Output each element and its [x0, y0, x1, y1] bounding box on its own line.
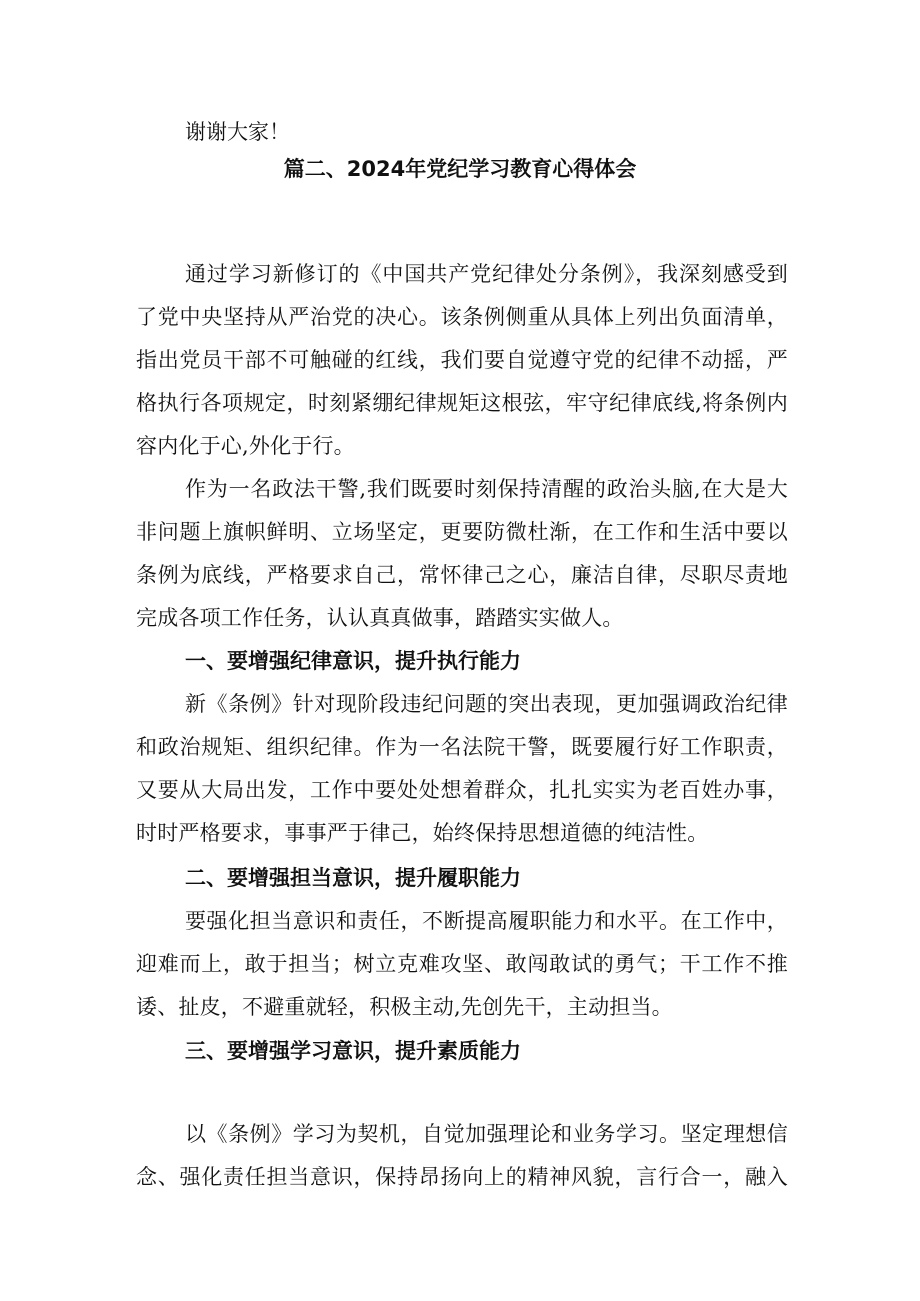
paragraph-5-line-1: 以《条例》学习为契机，自觉加强理论和业务学习。坚定理想信 [185, 1122, 788, 1146]
paragraph-4-line-2: 迎难而上，敢于担当；树立克难攻坚、敢闯敢试的勇气；干工作不推 [136, 952, 788, 976]
paragraph-2-line-1: 作为一名政法干警,我们既要时刻保持清醒的政治头脑,在大是大 [185, 477, 788, 501]
paragraph-3-line-4: 时时严格要求，事事严于律己，始终保持思想道德的纯洁性。 [136, 821, 709, 845]
paragraph-3-line-2: 和政治规矩、组织纪律。作为一名法院干警，既要履行好工作职责， [136, 735, 788, 759]
paragraph-4-line-1: 要强化担当意识和责任，不断提高履职能力和水平。在工作中， [185, 909, 788, 933]
paragraph-2-line-4: 完成各项工作任务，认认真真做事，踏踏实实做人。 [136, 606, 624, 630]
paragraph-1-line-2: 了党中央坚持从严治党的决心。该条例侧重从具体上列出负面清单， [136, 305, 788, 329]
paragraph-1-line-5: 容内化于心,外化于行。 [136, 434, 355, 458]
paragraph-1-line-1: 通过学习新修订的《中国共产党纪律处分条例》，我深刻感受到 [185, 262, 788, 286]
paragraph-2-line-2: 非问题上旗帜鲜明、立场坚定，更要防微杜渐，在工作和生活中要以 [136, 520, 788, 544]
closing-line: 谢谢大家！ [185, 120, 290, 144]
document-title: 篇二、2024年党纪学习教育心得体会 [283, 157, 637, 181]
paragraph-2-line-3: 条例为底线，严格要求自己，常怀律己之心，廉洁自律，尽职尽责地 [136, 563, 788, 587]
paragraph-1-line-3: 指出党员干部不可触碰的红线，我们要自觉遵守党的纪律不动摇，严 [136, 348, 788, 372]
section-heading-1: 一、要增强纪律意识，提升执行能力 [185, 649, 521, 673]
paragraph-3-line-3: 又要从大局出发，工作中要处处想着群众，扎扎实实为老百姓办事， [136, 778, 788, 802]
section-heading-3: 三、要增强学习意识，提升素质能力 [185, 1039, 521, 1063]
section-heading-2: 二、要增强担当意识，提升履职能力 [185, 866, 521, 890]
paragraph-3-line-1: 新《条例》针对现阶段违纪问题的突出表现，更加强调政治纪律 [185, 692, 788, 716]
paragraph-1-line-4: 格执行各项规定，时刻紧绷纪律规矩这根弦，牢守纪律底线,将条例内 [136, 391, 788, 415]
paragraph-4-line-3: 诿、扯皮，不避重就轻，积极主动,先创先干，主动担当。 [136, 995, 673, 1019]
paragraph-5-line-2: 念、强化责任担当意识，保持昂扬向上的精神风貌，言行合一，融入 [136, 1165, 788, 1189]
